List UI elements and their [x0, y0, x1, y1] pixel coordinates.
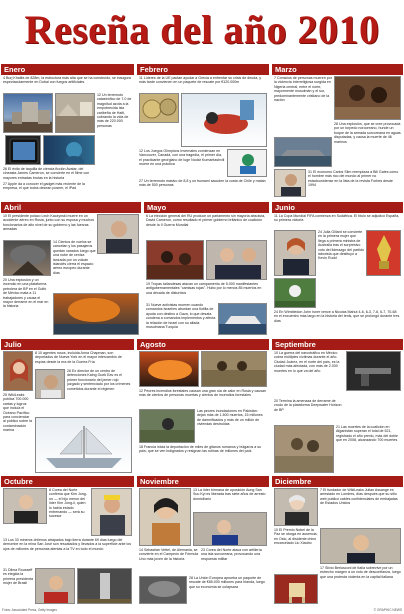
- event-text: 12 Un terremoto catastrófico de 7.0 de magnitud azota a la empobrecida isla caribeña de Haití, cobrando la vida de más de 220.000 personas: [97, 93, 132, 128]
- pakistan-rescue-photo: [139, 409, 195, 443]
- event-text: 8 Corea del Norte confirma que Kim Jong-un — el hijo menor del líder Kim Jong-il, quien lo había estado entrenando — será su sucesor: [49, 488, 87, 519]
- pakistan-floods-photo: [201, 351, 267, 387]
- afghanistan-soldiers-photo: [274, 425, 334, 473]
- month-header: Junio: [272, 202, 403, 213]
- aung-san-suu-kyi-photo: [139, 488, 191, 546]
- dilma-rousseff-photo: [35, 568, 75, 604]
- volcano-ash-photo: [3, 240, 51, 276]
- bangkok-protest-photo: [146, 240, 204, 280]
- vancouver-logo-photo: [227, 149, 267, 177]
- event-text: 10 El presidente polaco Lech Kaczynski muere en un accidente aéreo en Rusia, junto con su esposa y muchos funcionarios de alto nivel de su gobierno y las fuerzas armadas: [3, 214, 95, 232]
- month-julio: [1, 339, 134, 473]
- gaza-flotilla-photo: [218, 303, 267, 335]
- event-text: 6 La elección general del RU produce un parlamento sin mayoría absoluta, David Cameron, como resultado el primer gobierno británico de coalición desde la II Guerra Mundial: [146, 214, 266, 227]
- nigeria-violence-photo: [334, 76, 401, 120]
- month-septiembre: [272, 339, 403, 473]
- event-text: 10 La guerra del narcotráfico en México cobra múltiples víctimas durante el año. Ciudad Juárez, en el norte del país, es la ciudad más afectada, con más de 2.000 muertes en lo que va del año: [274, 351, 340, 373]
- month-enero: [1, 64, 134, 199]
- carlos-slim-photo: [274, 169, 306, 197]
- event-text: Las peores inundaciones en Pakistán: dejan más de 1.600 muertos, 15 millones de damnificados y más de un millón de viviendas destruidas: [197, 409, 263, 427]
- anna-chapman-photo: [3, 351, 33, 391]
- event-text: 20 Termina la amenaza de derrame de crudo de la plataforma Deepwater Horizon de BP: [274, 399, 342, 412]
- cameron-clegg-photo: [206, 240, 267, 280]
- event-text: 11 La Copa Mundial FIFA comienza en Sudáfrica. El título se adjudicó España, su primera victoria: [274, 214, 400, 223]
- berlusconi-photo: [320, 528, 401, 564]
- olympic-skier-photo: [181, 93, 267, 147]
- euro-coins-photo: [139, 93, 179, 123]
- month-octubre: [1, 476, 134, 604]
- copyright: © GRAPHIC NEWS: [373, 608, 402, 613]
- event-text: 31 Nueve activistas mueren cuando comandos israelíes abordan una flotilla de ayuda con destino a Gaza, lo que desata condena a comandos implementos y afecta la relación de Israel con su aliada musulmana Turquía: [146, 303, 216, 329]
- event-text: 18 Francia inicia la deportación de miles de gitanos rumanos y búlgaros a su país; que se ven indignados y resignan las rutinas de millones del país: [139, 445, 262, 454]
- plastiki-boat-photo: [35, 417, 132, 473]
- event-text: 24 Julia Gillard se convierte en la primera mujer que llega a primera ministra de Australia tras el sorpresivo voto del liderazgo del partido laborista que destituyó a Kevin Rudd: [318, 230, 364, 261]
- month-header: Enero: [1, 64, 134, 75]
- month-junio: [272, 202, 403, 336]
- event-text: 26 Ex director de un centro de detenciones Kaing Guek Eav es el primer funcionario del jemer rojo juzgado y sentenciado por los crímenes cometidos durante el régimen: [67, 369, 131, 391]
- event-text: 27 Un terremoto masivo de 8,8 y un tsunami sacuden la costa de Chile y matan más de 500 personas: [139, 179, 266, 188]
- julia-gillard-photo: [274, 230, 316, 276]
- ipad-photo: [5, 135, 41, 165]
- navy-ship-photo: [274, 137, 332, 167]
- event-text: 8 10 agentes rusos, incluida Anna Chapman, son deportados de Nueva York en el mayor intercambio de espías desde la era de la Guerra Fría: [35, 351, 122, 364]
- event-text: 23 Corea del Norte ataca con artillería una isla surcoreana, provocando una respuesta militar: [201, 548, 262, 561]
- event-text: 12 Peores incendios forestales causan una gran ola de calor en Rusia y causan más de cientos de personas muertas y cientos de incendios forestales: [139, 389, 267, 398]
- mining-rescue-photo: [77, 568, 132, 604]
- event-text: 7 El fundador de WikiLeaks Julian Assange es arrestado en Londres, días después que su sitio web publicó cables confidenciales de embajadas de Estados Unidos: [320, 488, 398, 506]
- event-text: 24 En Wimbledon John Isner vence a Nicolas Mahut 4-6, 6-3, 7-6, 6-7, 70-68 en el encuentro más largo en la historia del tenis, que se prolongó durante tres días: [274, 310, 400, 323]
- month-agosto: [137, 339, 269, 473]
- month-header: Marzo: [272, 64, 403, 75]
- page-title: Reseña del año 2010: [24, 7, 380, 52]
- month-header: Diciembre: [272, 476, 403, 487]
- haiti-earthquake-photo: [55, 93, 95, 133]
- event-text: 13 La líder birmana de oposición Aung San Suu Kyi es liberada tras siete años de arresto domiciliario: [193, 488, 266, 501]
- month-abril: [1, 202, 141, 336]
- event-text: 12 Los Juegos Olímpicos Invernales comienzan en Vancouver, Canadá, con una tragedia, el primer día, el practicante georgiano de luge Nodar Kumaritashvili muere en una práctica: [139, 149, 225, 167]
- mexico-guns-photo: [346, 351, 401, 391]
- month-header: Mayo: [144, 202, 269, 213]
- event-text: 7 Comicios de personas mueren por la violencia interreligiosa surgida en Nigeria central, entre el norte, mayormente musulmán y el sur, predominantemente cristiano de la nación: [274, 76, 332, 102]
- avatar-movie-photo: [43, 135, 95, 165]
- month-diciembre: [272, 476, 403, 604]
- kim-jong-un-photo: [3, 488, 47, 524]
- event-text: 10 El Premio Nobel de la Paz se otorga en ausencia, en Oslo, al disidente chino encarcelado Liu Xiaobo: [274, 528, 318, 546]
- event-text: 11 Líderes de la UE pactan ayudar a Grecia a enfrentar su crisis de deuda, y más tarde convienen en un paquete de rescate por €120.000m: [139, 76, 261, 85]
- event-text: 4 Burj Khalifa de 828m, la estructura más alta que se ha construido, se inaugura espectacularmente en Dubai con fuegos artificiales: [3, 76, 131, 85]
- event-text: 28 La Unión Europea aprueba un paquete de rescate de €85.000 millones para Irlanda, luego que su economía se colapsara: [189, 576, 265, 589]
- world-cup-photo: [366, 230, 401, 276]
- julian-assange-photo: [274, 488, 318, 526]
- photo-credit: Fotos: Associated Press, Getty Images: [2, 608, 57, 613]
- month-header: Octubre: [1, 476, 134, 487]
- event-text: 21 Las muertes de la coalición en Afganistán superan el total de 521, registrado el año previo, más del doble que en 2008, alcanzando 700 muertes: [336, 425, 398, 443]
- month-mayo: [144, 202, 269, 336]
- month-noviembre: [137, 476, 269, 604]
- event-text: 19 Tropas tailandesas atacan un campamento de 5.000 manifestantes antigubernamentales "camisas rojas". Hubo por lo menos 85 muertos en una década de disturbios: [146, 282, 262, 295]
- event-text: 28 Una explosión, que se cree provocada por un torpedo norcoreano, hunde un buque de la armada surcoreana en aguas disputadas, y causa la muerte de 46 marinos: [334, 122, 401, 144]
- kaing-guek-eav-photo: [35, 369, 65, 399]
- burj-khalifa-photo: [3, 93, 53, 133]
- event-text: 27 Apple da a conocer el gadget más reciente de la empresa, el que todos desean poseer, el iPad: [3, 182, 85, 191]
- event-text: 31 El ecónomo Carlos Slim reemplaza a Bill Gates como el hombre más rico del mundo al primer no estadounidense en la lista de la revista Forbes desde 1994: [308, 170, 399, 188]
- month-header: Abril: [1, 202, 141, 213]
- event-text: 17 Silvio Berlusconi de Italia sobrevive por un estrecho margen a un voto de desconfianza, luego que una protesta violenta en la capital italiana: [320, 566, 401, 579]
- event-text: 14 Cientos de vuelos se cancelan y los pasajeros quedan varados luego que una nube de ceniza lanzada por un volcán islandés cierra el espacio aéreo europeo durante días: [53, 240, 96, 275]
- event-text: 25 WikiLeaks publica 700.000 cartas y logros que incluía el Océano Pacífico para concienciar al público sobre la contaminación marina: [3, 393, 32, 432]
- nobel-empty-chair-photo: [274, 574, 318, 604]
- kaczynski-photo: [97, 214, 139, 254]
- vettel-photo: [193, 512, 267, 546]
- month-header: Agosto: [137, 339, 269, 350]
- oil-rig-fire-photo: [53, 293, 139, 335]
- month-header: Julio: [1, 339, 134, 350]
- month-header: Febrero: [137, 64, 269, 75]
- event-text: 26 El éxito de taquilla de ciencia ficción Avatar, del cineasta James Cameron, se convierte en el filme con mayores entradas brutas en la historia: [3, 167, 90, 180]
- isner-mahut-photo: [274, 278, 316, 308]
- russia-fires-photo: [139, 351, 199, 387]
- chile-miner-photo: [91, 488, 132, 536]
- event-text: 31 Dilma Rousseff es elegida la primera presidenta mujer de Brasil: [3, 568, 33, 586]
- korea-shelling-photo: [139, 576, 187, 604]
- month-febrero: [137, 64, 269, 199]
- event-text: 13 Los 33 mineros chilenos atrapados bajo tierra durante 69 días luego del derrumbe en la mina San José son rescatados y llevados a la superficie ante los ojos de millones de personas atentas a la TV en todo el mundo: [3, 538, 132, 551]
- month-header: Septiembre: [272, 339, 403, 350]
- event-text: 14 Sebastian Vettel, de Alemania, se convierte en el Campeón de Fórmula Uno más joven de la historia: [139, 548, 199, 561]
- month-header: Noviembre: [137, 476, 269, 487]
- event-text: 20 Una explosión y un incendio en una plataforma petrolera de BP en el Golfo de México mata a 11 trabajadores y causa el mayor derrame en el mar en la historia: [3, 278, 49, 309]
- month-marzo: [272, 64, 403, 199]
